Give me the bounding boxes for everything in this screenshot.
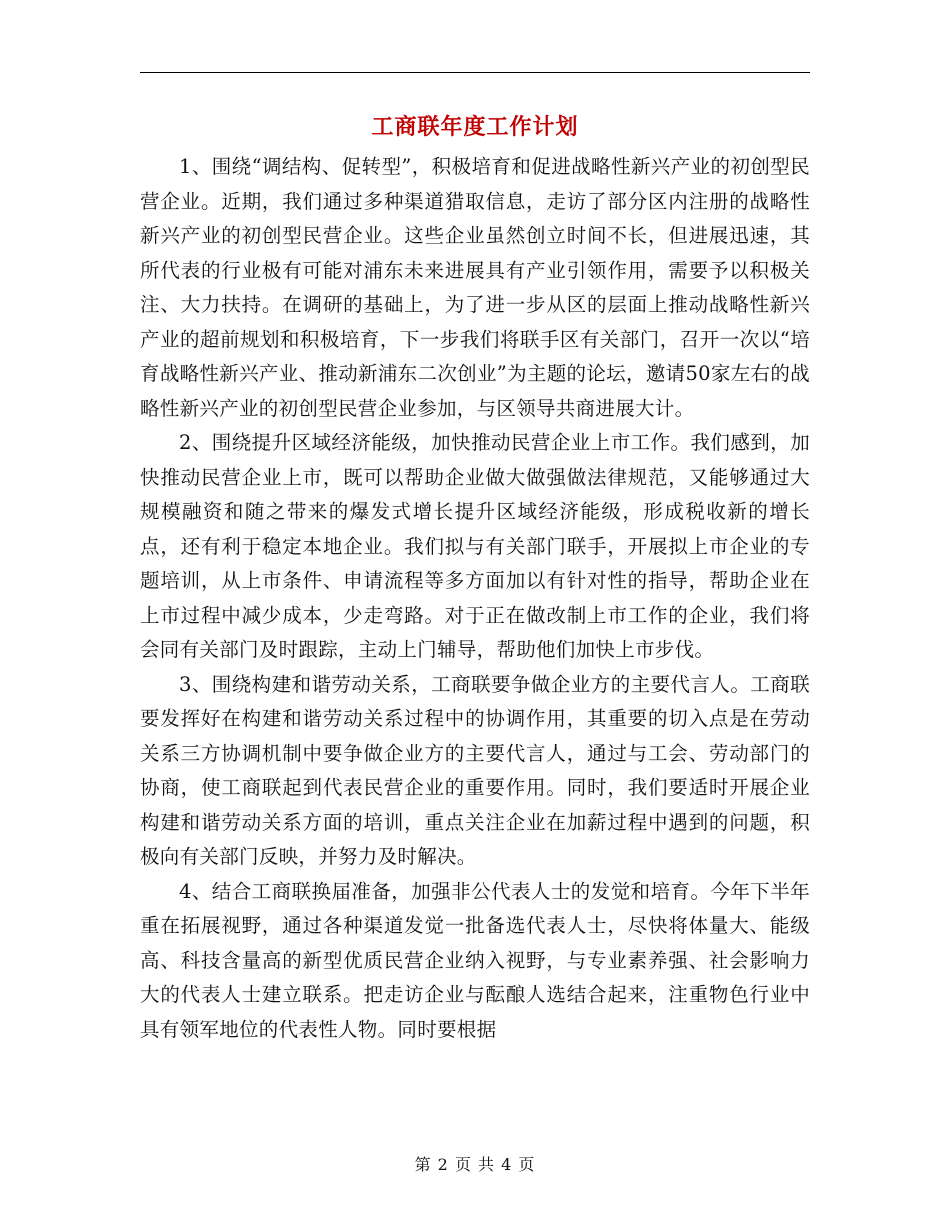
paragraph-1: 1、围绕“调结构、促转型”，积极培育和促进战略性新兴产业的初创型民营企业。近期，我们通过多种渠道猎取信息，走访了部分区内注册的战略性新兴产业的初创型民营企业。这些企业虽然创立时间不长，但进展迅速，其所代表的行业极有可能对浦东未来进展具有产业引领作用，需要予以积极关注、大力扶持。在调研的基础上，为了进一步从区的层面上推动战略性新兴产业的超前规划和积极培育，下一步我们将联手区有关部门，召开一次以“培育战略性新兴产业、推动新浦东二次创业”为主题的论坛，邀请50家左右的战略性新兴产业的初创型民营企业参加，与区领导共商进展大计。 — [140, 155, 810, 420]
header-rule — [140, 72, 810, 73]
paragraph-2: 2、围绕提升区域经济能级，加快推动民营企业上市工作。我们感到，加快推动民营企业上市，既可以帮助企业做大做强做法律规范，又能够通过大规模融资和随之带来的爆发式增长提升区域经济能级，形成税收新的增长点，还有利于稳定本地企业。我们拟与有关部门联手，开展拟上市企业的专题培训，从上市条件、申请流程等多方面加以有针对性的指导，帮助企业在上市过程中减少成本，少走弯路。对于正在做改制上市工作的企业，我们将会同有关部门及时跟踪，主动上门辅导，帮助他们加快上市步伐。 — [140, 431, 810, 661]
paragraph-4: 4、结合工商联换届准备，加强非公代表人士的发觉和培育。今年下半年重在拓展视野，通过各种渠道发觉一批备选代表人士，尽快将体量大、能级高、科技含量高的新型优质民营企业纳入视野，与专业素养强、社会影响力大的代表人士建立联系。把走访企业与酝酿人选结合起来，注重物色行业中具有领军地位的代表性人物。同时要根据 — [140, 879, 810, 1041]
page-number: 第 2 页 共 4 页 — [414, 1155, 536, 1174]
document-body — [140, 150, 810, 1047]
paragraph-3: 3、围绕构建和谐劳动关系，工商联要争做企业方的主要代言人。工商联要发挥好在构建和谐劳动关系过程中的协调作用，其重要的切入点是在劳动关系三方协调机制中要争做企业方的主要代言人，通过与工会、劳动部门的协商，使工商联起到代表民营企业的重要作用。同时，我们要适时开展企业构建和谐劳动关系方面的培训，重点关注企业在加薪过程中遇到的问题，积极向有关部门反映，并努力及时解决。 — [140, 672, 810, 868]
document-title: 工商联年度工作计划 — [371, 114, 579, 140]
